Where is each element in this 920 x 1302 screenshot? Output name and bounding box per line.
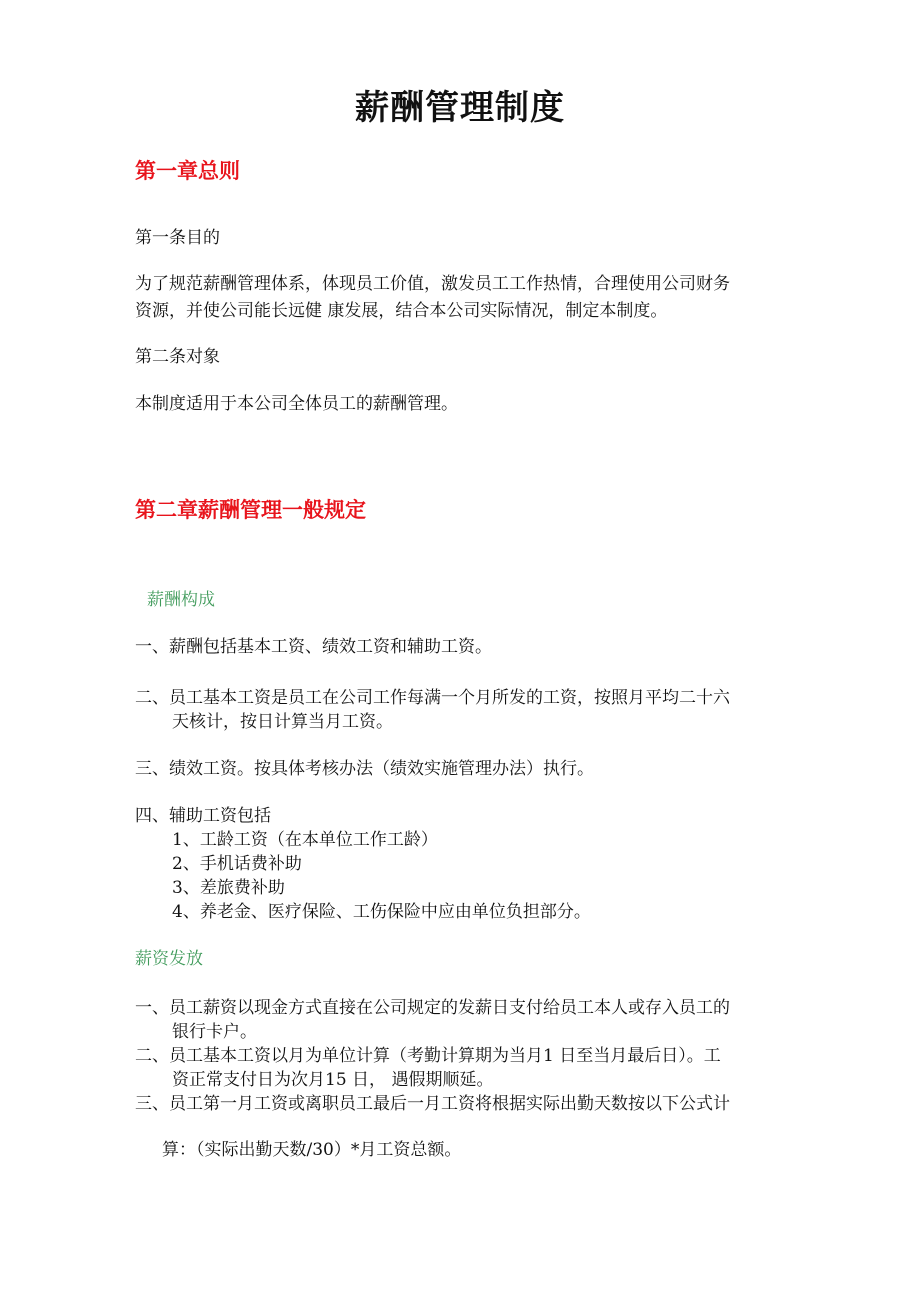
article-1-title: 第一条目的	[135, 228, 220, 248]
article-1-text-line-1: 为了规范薪酬管理体系，体现员工价值，激发员工工作热情，合理使用公司财务	[135, 274, 730, 294]
payment-item-3-line-2: 算：（实际出勤天数/30）*月工资总额。	[162, 1140, 462, 1160]
document-title: 薪酬管理制度	[355, 88, 565, 128]
list-item-1: 一、薪酬包括基本工资、绩效工资和辅助工资。	[135, 637, 492, 657]
payment-item-3-line-1: 三、员工第一月工资或离职员工最后一月工资将根据实际出勤天数按以下公式计	[135, 1094, 730, 1114]
article-2-title: 第二条对象	[135, 347, 220, 367]
chapter-2-heading: 第二章薪酬管理一般规定	[135, 498, 366, 522]
section-salary-structure: 薪酬构成	[147, 590, 215, 610]
payment-item-1-line-2: 银行卡户。	[172, 1022, 257, 1042]
payment-item-2-line-2: 资正常支付日为次月15 日， 遇假期顺延。	[172, 1070, 494, 1090]
payment-item-1-line-1: 一、员工薪资以现金方式直接在公司规定的发薪日支付给员工本人或存入员工的	[135, 998, 730, 1018]
sub-item-3: 3、差旅费补助	[172, 878, 285, 898]
list-item-4: 四、辅助工资包括	[135, 806, 271, 826]
article-2-text: 本制度适用于本公司全体员工的薪酬管理。	[135, 394, 458, 414]
payment-item-2-line-1: 二、员工基本工资以月为单位计算（考勤计算期为当月1 日至当月最后日）。工	[135, 1046, 721, 1066]
sub-item-2: 2、手机话费补助	[172, 854, 302, 874]
chapter-1-heading: 第一章总则	[135, 159, 240, 183]
sub-item-4: 4、养老金、医疗保险、工伤保险中应由单位负担部分。	[172, 902, 591, 922]
sub-item-1: 1、工龄工资（在本单位工作工龄）	[172, 830, 438, 850]
article-1-text-line-2: 资源，并使公司能长远健 康发展，结合本公司实际情况，制定本制度。	[135, 301, 668, 321]
list-item-2-line-2: 天核计，按日计算当月工资。	[172, 712, 393, 732]
list-item-3: 三、绩效工资。按具体考核办法（绩效实施管理办法）执行。	[135, 759, 594, 779]
list-item-2-line-1: 二、员工基本工资是员工在公司工作每满一个月所发的工资，按照月平均二十六	[135, 688, 730, 708]
section-salary-payment: 薪资发放	[135, 949, 203, 969]
